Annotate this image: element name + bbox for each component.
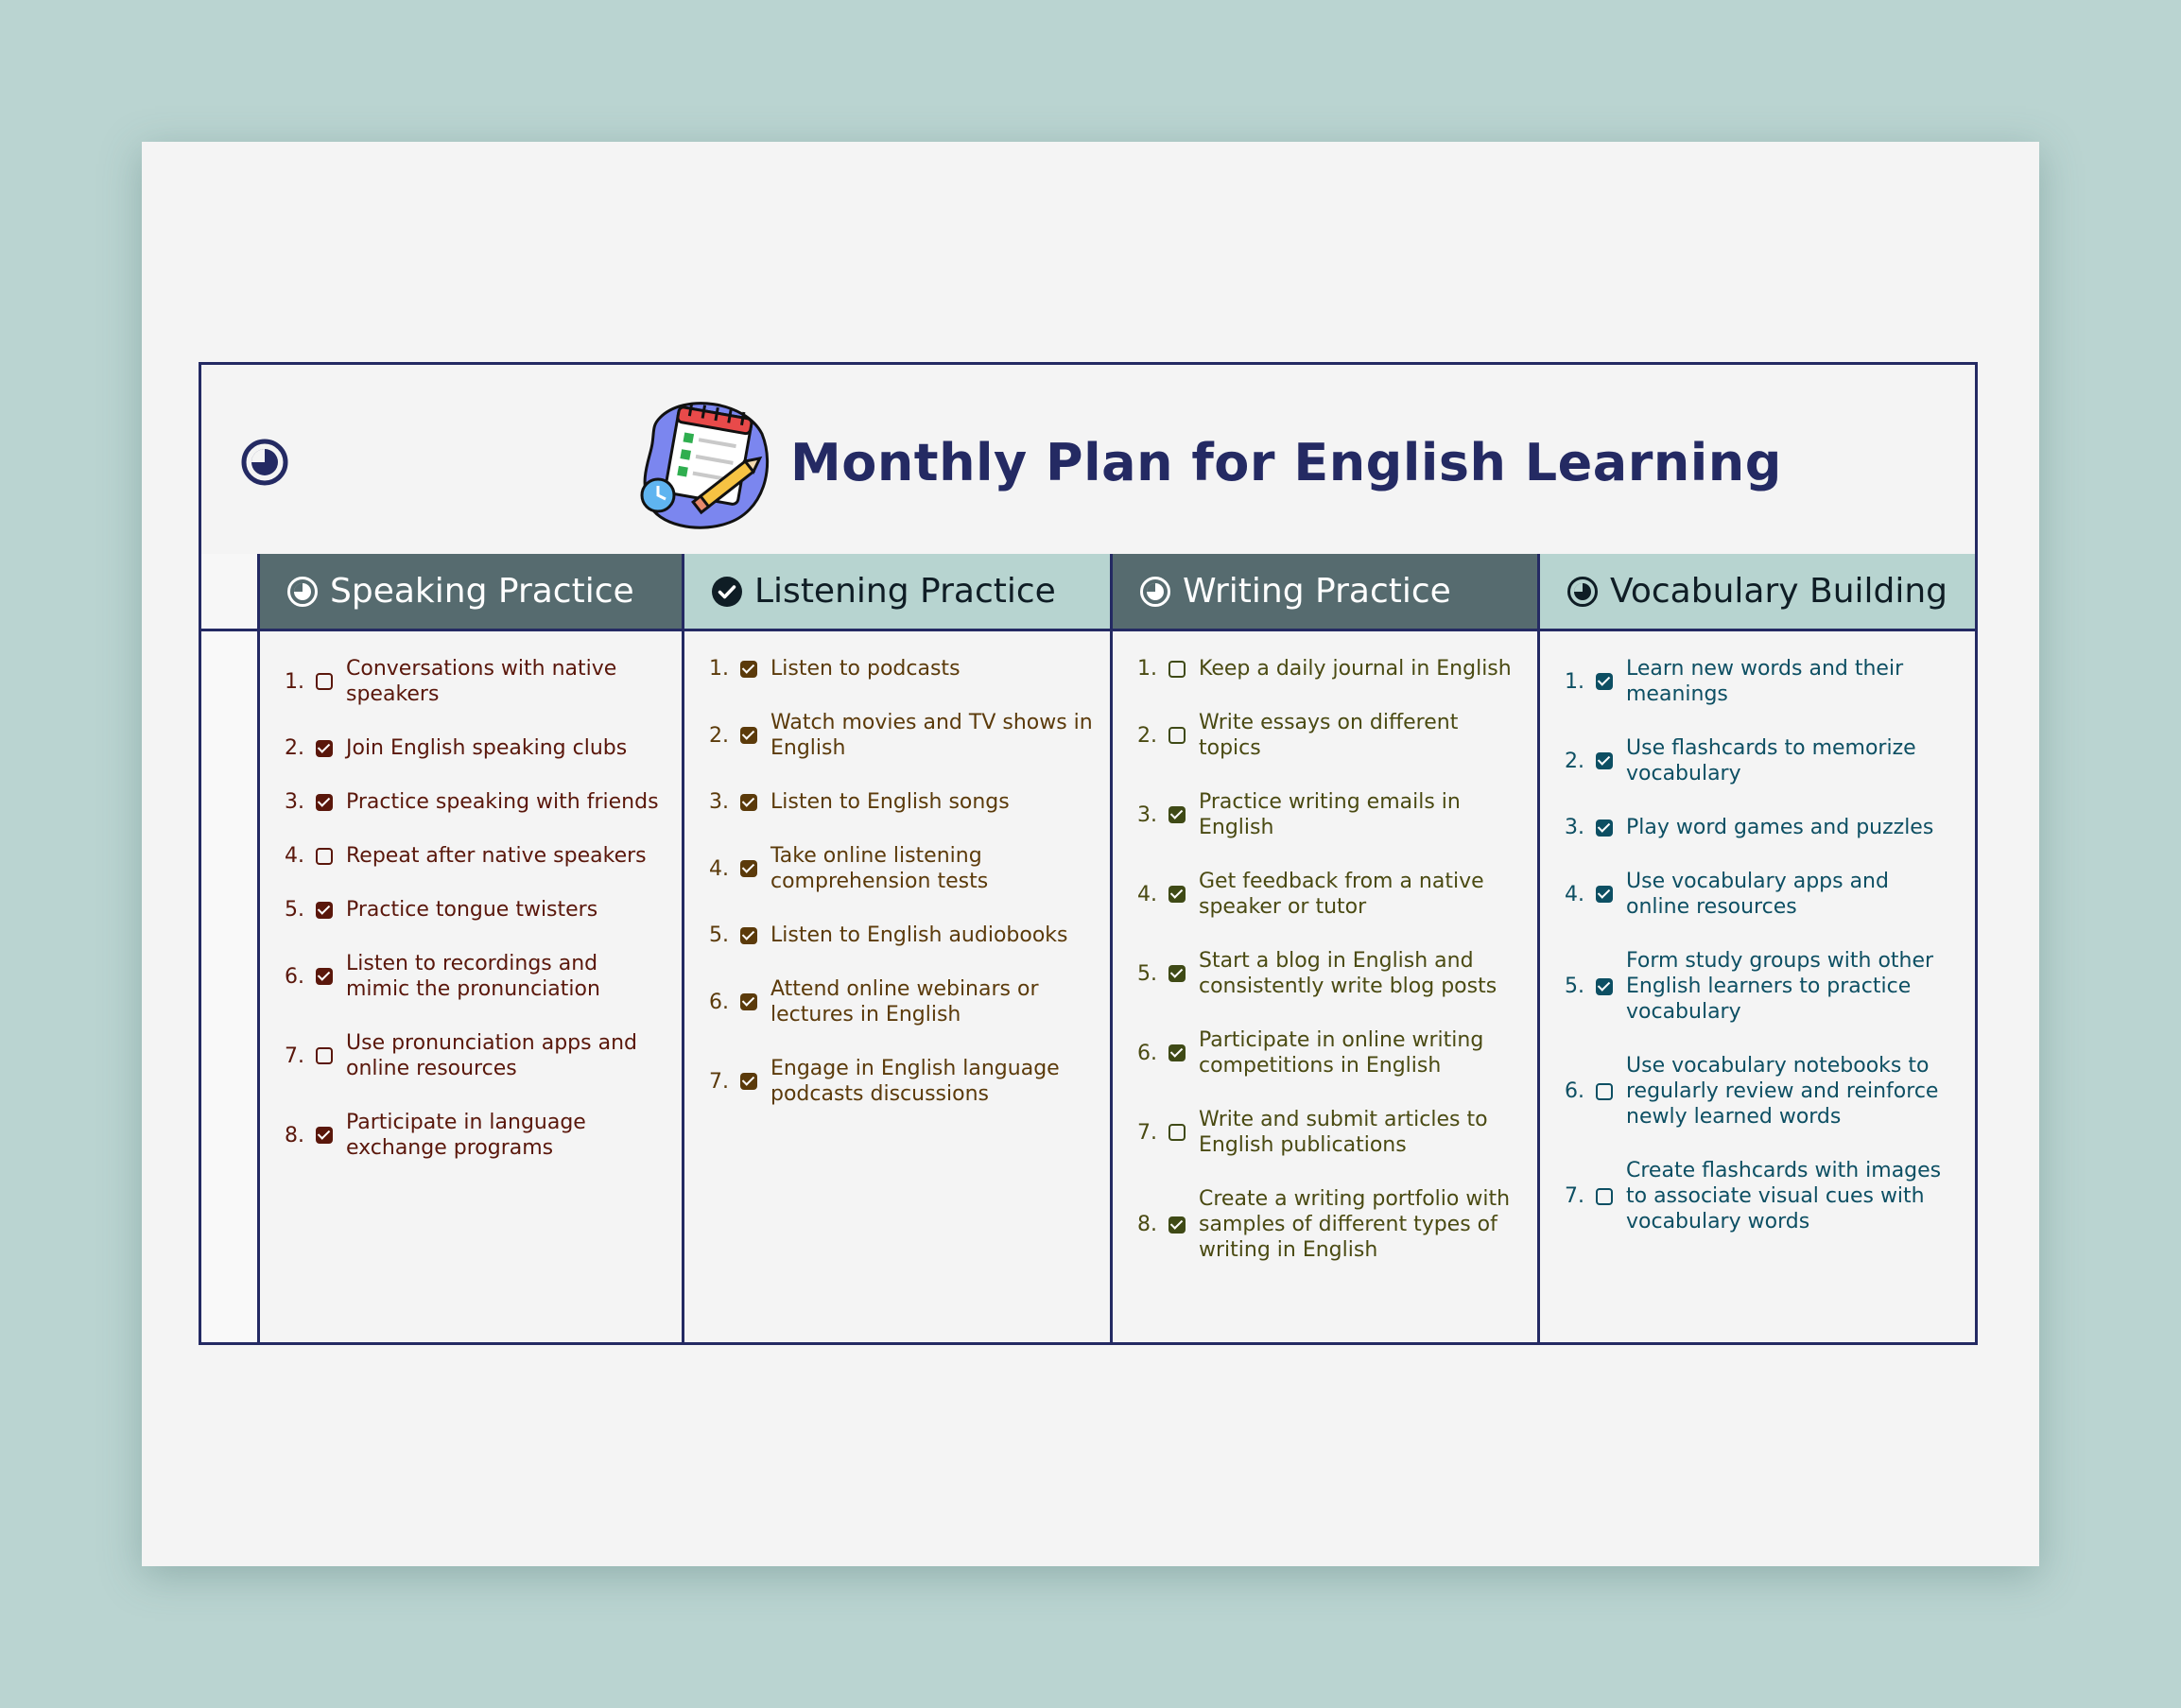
checked-checkbox-icon[interactable] [1596, 673, 1613, 690]
unchecked-checkbox-icon[interactable] [1596, 1188, 1613, 1205]
task-text: Keep a daily journal in English [1199, 657, 1512, 681]
task-item [1137, 1186, 1520, 1263]
task-item [285, 656, 665, 707]
checked-checkbox-icon[interactable] [1596, 886, 1613, 903]
task-item [709, 843, 1093, 894]
task-number: 2. [709, 723, 729, 748]
checked-checkbox-icon[interactable] [1596, 752, 1613, 769]
task-number: 2. [1137, 723, 1157, 748]
task-item [709, 1056, 1093, 1107]
gutter-body-cell [201, 631, 257, 1342]
unchecked-checkbox-icon[interactable] [1168, 661, 1186, 678]
task-item [1565, 1158, 1958, 1234]
task-item [1137, 869, 1520, 920]
column-header [1540, 554, 1975, 631]
task-number: 6. [285, 964, 304, 989]
unchecked-checkbox-icon[interactable] [1596, 1083, 1613, 1100]
task-text: Use vocabulary notebooks to regularly review and reinforce newly learned words [1626, 1054, 1939, 1129]
pie-progress-icon [286, 576, 319, 608]
task-text: Listen to podcasts [770, 657, 961, 681]
task-number: 8. [285, 1123, 304, 1147]
task-item [1565, 869, 1958, 920]
task-number: 7. [285, 1044, 304, 1068]
task-text: Use vocabulary apps and online resources [1626, 870, 1889, 919]
task-item [709, 656, 1093, 681]
task-number: 2. [1565, 749, 1584, 773]
checked-checkbox-icon[interactable] [1168, 965, 1186, 982]
task-text: Start a blog in English and consistently write blog posts [1199, 949, 1497, 998]
checked-checkbox-icon[interactable] [740, 927, 757, 944]
column-title: Writing Practice [1183, 572, 1451, 611]
unchecked-checkbox-icon[interactable] [1168, 1124, 1186, 1141]
column-title: Listening Practice [754, 572, 1056, 611]
task-item [285, 1110, 665, 1161]
task-text: Listen to English audiobooks [770, 923, 1068, 947]
task-text: Play word games and puzzles [1626, 816, 1934, 839]
checked-checkbox-icon[interactable] [740, 860, 757, 877]
unchecked-checkbox-icon[interactable] [316, 1047, 333, 1064]
task-text: Join English speaking clubs [346, 736, 628, 760]
task-text: Participate in language exchange programs [346, 1111, 586, 1160]
task-number: 4. [1137, 882, 1157, 906]
column-listening-practice [684, 554, 1113, 1342]
task-item [1565, 815, 1958, 840]
task-item [1137, 789, 1520, 840]
task-number: 7. [1565, 1184, 1584, 1208]
task-item [709, 923, 1093, 948]
unchecked-checkbox-icon[interactable] [316, 673, 333, 690]
task-text: Practice speaking with friends [346, 790, 659, 814]
task-item [1565, 735, 1958, 786]
task-item [1137, 710, 1520, 761]
column-writing-practice [1113, 554, 1540, 1342]
task-number: 1. [1565, 669, 1584, 694]
checked-checkbox-icon[interactable] [740, 1073, 757, 1090]
column-title: Speaking Practice [330, 572, 634, 611]
checked-checkbox-icon[interactable] [740, 993, 757, 1010]
task-text: Listen to English songs [770, 790, 1010, 814]
pie-progress-icon [1567, 576, 1599, 608]
column-speaking-practice [260, 554, 684, 1342]
task-item [285, 789, 665, 815]
task-item [1137, 1107, 1520, 1158]
task-number: 7. [709, 1069, 729, 1094]
checked-checkbox-icon[interactable] [740, 661, 757, 678]
checked-checkbox-icon[interactable] [316, 902, 333, 919]
title-row [201, 365, 1975, 557]
task-item [709, 789, 1093, 815]
unchecked-checkbox-icon[interactable] [1168, 727, 1186, 744]
task-item [1137, 1027, 1520, 1078]
checked-checkbox-icon[interactable] [316, 740, 333, 757]
task-text: Watch movies and TV shows in English [770, 711, 1093, 760]
checked-checkbox-icon[interactable] [316, 968, 333, 985]
checked-checkbox-icon[interactable] [1168, 886, 1186, 903]
task-list [1540, 631, 1975, 1263]
task-item [285, 843, 665, 869]
task-item [1565, 948, 1958, 1025]
task-number: 1. [285, 669, 304, 694]
task-text: Form study groups with other English learners to practice vocabulary [1626, 949, 1934, 1024]
checked-checkbox-icon[interactable] [740, 727, 757, 744]
checked-checkbox-icon[interactable] [1168, 1216, 1186, 1234]
checked-checkbox-icon[interactable] [316, 1127, 333, 1144]
task-number: 3. [1565, 816, 1584, 839]
page-title: Monthly Plan for English Learning [790, 432, 1782, 492]
pie-progress-icon [1139, 576, 1171, 608]
task-text: Take online listening comprehension tests [770, 844, 989, 893]
task-text: Use pronunciation apps and online resources [346, 1031, 637, 1080]
task-text: Engage in English language podcasts discussions [770, 1057, 1060, 1106]
task-number: 5. [1137, 961, 1157, 986]
checked-checkbox-icon[interactable] [1168, 806, 1186, 823]
task-text: Listen to recordings and mimic the pronunciation [346, 952, 600, 1001]
task-item [1565, 656, 1958, 707]
task-number: 4. [709, 856, 729, 881]
task-number: 1. [1137, 657, 1157, 681]
column-header [684, 554, 1110, 631]
task-text: Conversations with native speakers [346, 657, 617, 706]
task-list [1113, 631, 1537, 1291]
task-item [709, 976, 1093, 1027]
unchecked-checkbox-icon[interactable] [316, 848, 333, 865]
task-list [684, 631, 1110, 1135]
row-gutter [201, 554, 260, 1342]
task-text: Get feedback from a native speaker or tutor [1199, 870, 1484, 919]
column-title: Vocabulary Building [1610, 572, 1948, 611]
task-text: Learn new words and their meanings [1626, 657, 1904, 706]
task-text: Repeat after native speakers [346, 844, 647, 868]
task-text: Practice writing emails in English [1199, 790, 1461, 839]
task-number: 6. [1565, 1079, 1584, 1103]
task-number: 1. [709, 657, 729, 681]
task-text: Write essays on different topics [1199, 711, 1459, 760]
task-text: Practice tongue twisters [346, 898, 598, 922]
task-number: 4. [1565, 882, 1584, 906]
checked-checkbox-icon[interactable] [1596, 978, 1613, 995]
task-item [285, 1030, 665, 1081]
task-item [1565, 1053, 1958, 1130]
task-item [285, 951, 665, 1002]
gutter-header-cell [201, 554, 257, 631]
task-number: 8. [1137, 1213, 1157, 1236]
task-number: 2. [285, 736, 304, 760]
column-header [1113, 554, 1537, 631]
task-text: Create a writing portfolio with samples of different types of writing in English [1199, 1187, 1511, 1262]
checked-checkbox-icon[interactable] [316, 794, 333, 811]
document-sheet [142, 142, 2039, 1566]
task-number: 3. [285, 790, 304, 814]
task-text: Participate in online writing competitions in English [1199, 1028, 1484, 1078]
columns-grid [201, 554, 1975, 1342]
pie-progress-icon [241, 439, 288, 486]
column-vocabulary-building [1540, 554, 1975, 1342]
task-number: 6. [1137, 1041, 1157, 1065]
checked-checkbox-icon[interactable] [740, 794, 757, 811]
task-text: Write and submit articles to English publications [1199, 1108, 1488, 1157]
task-list [260, 631, 682, 1189]
checked-checkbox-icon[interactable] [1596, 819, 1613, 837]
task-number: 6. [709, 990, 729, 1014]
plan-table [199, 362, 1978, 1345]
task-text: Use flashcards to memorize vocabulary [1626, 736, 1916, 785]
task-number: 4. [285, 844, 304, 868]
column-header [260, 554, 682, 631]
task-item [709, 710, 1093, 761]
task-text: Attend online webinars or lectures in English [770, 977, 1039, 1027]
checked-checkbox-icon[interactable] [1168, 1044, 1186, 1061]
task-number: 5. [1565, 975, 1584, 998]
task-item [1137, 656, 1520, 681]
task-number: 5. [709, 923, 729, 947]
task-item [1137, 948, 1520, 999]
planner-checklist-illustration [632, 391, 773, 533]
task-number: 5. [285, 898, 304, 922]
task-item [285, 897, 665, 923]
check-circle-icon [711, 576, 743, 608]
task-number: 3. [1137, 802, 1157, 827]
task-number: 3. [709, 790, 729, 814]
task-number: 7. [1137, 1120, 1157, 1145]
task-item [285, 735, 665, 761]
task-text: Create flashcards with images to associate visual cues with vocabulary words [1626, 1159, 1942, 1234]
title-group [632, 391, 1782, 533]
